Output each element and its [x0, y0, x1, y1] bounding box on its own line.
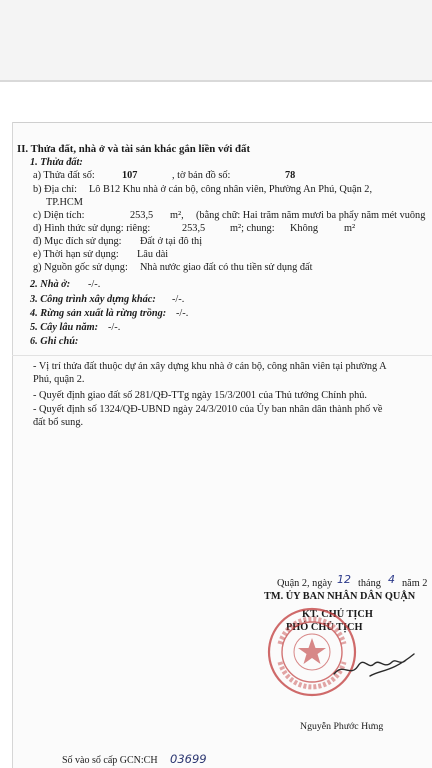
page-fold-line [0, 80, 432, 82]
vice-chairman-title: PHÓ CHỦ TỊCH [286, 622, 363, 633]
forest-heading: 4. Rừng sản xuất là rừng trồng: [30, 308, 167, 319]
land-heading: 1. Thửa đất: [30, 157, 83, 168]
sheet-top-edge [12, 122, 432, 123]
area-in-words: (bằng chữ: Hai trăm năm mươi ba phẩy năm mét vuông [196, 210, 426, 221]
forest-value: -/-. [176, 308, 189, 319]
origin-label: g) Nguồn gốc sử dụng: [33, 262, 128, 273]
issue-year-label: năm 2 [402, 578, 428, 589]
perennial-trees-heading: 5. Cây lâu năm: [30, 322, 99, 333]
map-sheet-value: 78 [285, 170, 296, 181]
notes-divider [12, 355, 432, 356]
parcel-number-value: 107 [122, 170, 138, 181]
certificate-register-label: Số vào sổ cấp GCN:CH [62, 755, 158, 766]
area-unit: m², [170, 210, 184, 221]
handwritten-signature [330, 640, 420, 690]
usage-common-label: m²; chung: [230, 223, 275, 234]
issue-month-label: tháng [358, 578, 381, 589]
term-label: e) Thời hạn sử dụng: [33, 249, 119, 260]
area-value: 253,5 [130, 210, 154, 221]
perennial-trees-value: -/-. [108, 322, 121, 333]
address-value: Lô B12 Khu nhà ở cán bộ, công nhân viên, Phường An Phú, Quận 2, [89, 184, 373, 195]
address-label: b) Địa chỉ: [33, 184, 78, 195]
parcel-number-label: a) Thửa đất số: [33, 170, 95, 181]
other-construction-value: -/-. [172, 294, 185, 305]
purpose-value: Đất ở tại đô thị [140, 236, 203, 247]
on-behalf-of-chairman: KT. CHỦ TỊCH [302, 609, 373, 620]
usage-common-unit: m² [344, 223, 356, 234]
note-land-allocation-decision: - Quyết định giao đất số 281/QĐ-TTg ngày 15/3/2001 của Thủ tướng Chính phủ. [33, 390, 368, 401]
issue-day-handwritten: 12 [337, 573, 351, 586]
map-sheet-label: , tờ bản đồ số: [172, 170, 231, 181]
usage-form-label: d) Hình thức sử dụng: riêng: [33, 223, 151, 234]
house-heading: 2. Nhà ở: [30, 279, 71, 290]
issue-place-date-prefix: Quận 2, ngày [277, 578, 333, 589]
usage-common-value: Không [290, 223, 319, 234]
area-label: c) Diện tích: [33, 210, 85, 221]
note-supplement-decision-line1: - Quyết định số 1324/QĐ-UBND ngày 24/3/2010 của Ủy ban nhân dân thành phố về [33, 404, 383, 415]
sheet-left-edge [12, 122, 13, 768]
origin-value: Nhà nước giao đất có thu tiền sử dụng đất [140, 262, 313, 273]
section-title: II. Thửa đất, nhà ở và tài sản khác gắn liền với đất [17, 143, 251, 155]
address-value-line2: TP.HCM [46, 197, 83, 208]
issue-month-handwritten: 4 [388, 573, 395, 586]
notes-heading: 6. Ghi chú: [30, 336, 79, 347]
page-top-margin [0, 0, 432, 80]
house-value: -/-. [88, 279, 101, 290]
issuing-authority: TM. ỦY BAN NHÂN DÂN QUẬN [264, 591, 416, 602]
signer-name: Nguyễn Phước Hưng [300, 721, 384, 732]
other-construction-heading: 3. Công trình xây dựng khác: [30, 294, 156, 305]
note-supplement-decision-line2: đất bổ sung. [33, 417, 84, 428]
usage-private-value: 253,5 [182, 223, 206, 234]
note-location-line2: Phú, quận 2. [33, 374, 85, 385]
note-location-line1: - Vị trí thửa đất thuộc dự án xây dựng khu nhà ở cán bộ, công nhân viên tại phường A [33, 361, 387, 372]
certificate-register-number: 03699 [170, 752, 207, 766]
purpose-label: đ) Mục đích sử dụng: [33, 236, 122, 247]
term-value: Lâu dài [137, 249, 169, 260]
